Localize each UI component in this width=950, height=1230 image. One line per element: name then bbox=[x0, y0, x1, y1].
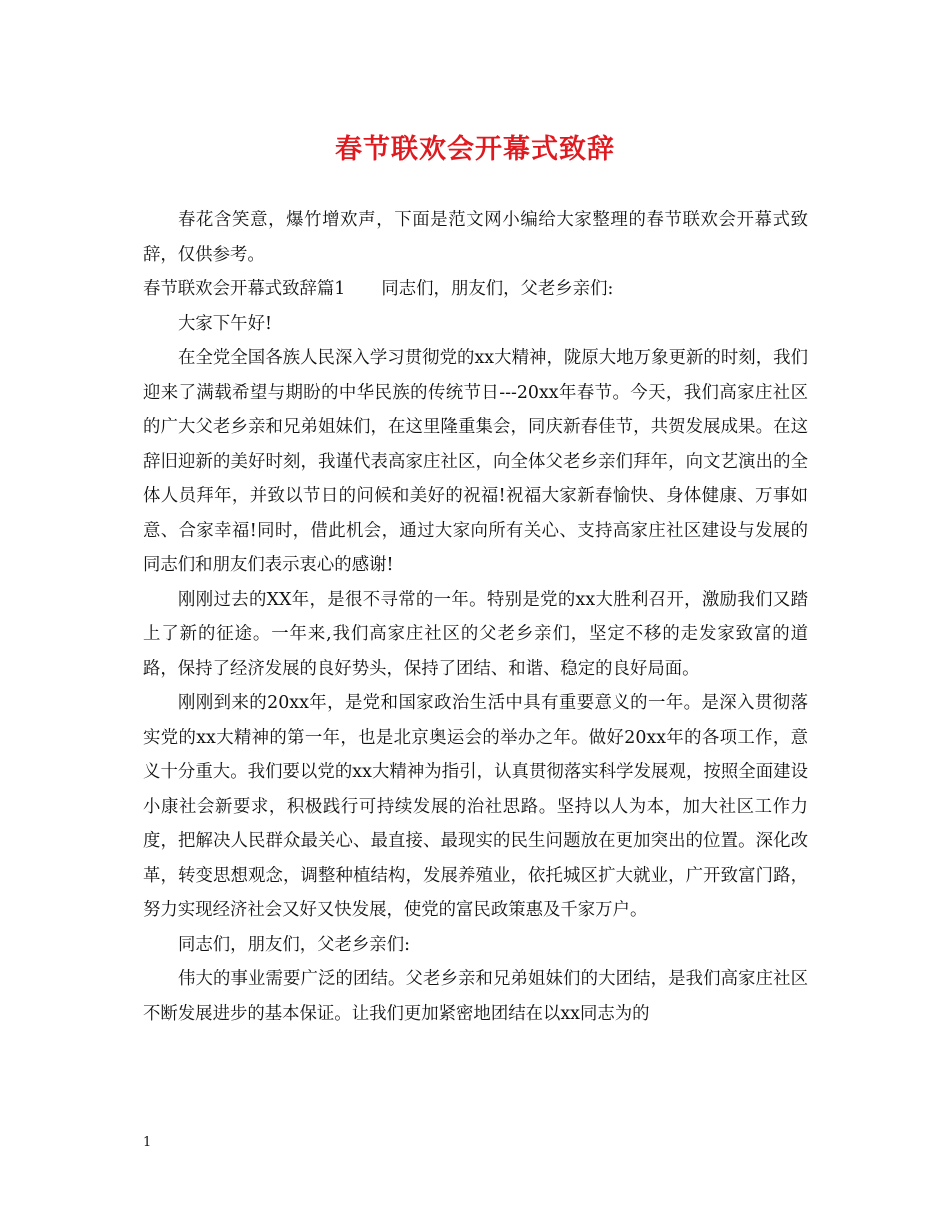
section-heading-line bbox=[143, 272, 808, 307]
body-paragraph-4: 伟大的事业需要广泛的团结。父老乡亲和兄弟姐妹们的大团结，是我们高家庄社区不断发展进步的基本保证。让我们更加紧密地团结在以xx同志为的 bbox=[143, 969, 808, 1024]
document-body bbox=[143, 203, 808, 1031]
body-paragraph-1: 在全党全国各族人民深入学习贯彻党的xx大精神，陇原大地万象更新的时刻，我们迎来了满载希望与期盼的中华民族的传统节日---20xx年春节。今天，我们高家庄社区的广大父老乡亲和兄弟姐妹们，在这里隆重集会，同庆新春佳节，共贺发展成果。在这辞旧迎新的美好时刻，我谨代表高家庄社区，向全体父老乡亲们拜年，向文艺演出的全体人员拜年，并致以节日的问候和美好的祝福!祝福大家新春愉快、身体健康、万事如意、合家幸福!同时，借此机会，通过大家向所有关心、支持高家庄社区建设与发展的同志们和朋友们表示衷心的感谢! bbox=[143, 348, 808, 575]
greeting-paragraph: 大家下午好! bbox=[178, 313, 272, 334]
salutation-paragraph: 同志们，朋友们，父老乡亲们: bbox=[178, 934, 410, 955]
body-paragraph-3: 刚刚到来的20xx年，是党和国家政治生活中具有重要意义的一年。是深入贯彻落实党的xx大精神的第一年，也是北京奥运会的举办之年。做好20xx年的各项工作，意义十分重大。我们要以党的xx大精神为指引，认真贯彻落实科学发展观，按照全面建设小康社会新要求，积极践行可持续发展的治社思路。坚持以人为本，加大社区工作力度，把解决人民群众最关心、最直接、最现实的民生问题放在更加突出的位置。深化改革，转变思想观念，调整种植结构，发展养殖业，依托城区扩大就业，广开致富门路，努力实现经济社会又好又快发展，使党的富民政策惠及千家万户。 bbox=[143, 693, 808, 920]
intro-paragraph: 春花含笑意，爆竹增欢声，下面是范文网小编给大家整理的春节联欢会开幕式致辞，仅供参考。 bbox=[143, 210, 808, 265]
body-paragraph-2: 刚刚过去的XX年，是很不寻常的一年。特别是党的xx大胜利召开，激励我们又踏上了新的征途。一年来,我们高家庄社区的父老乡亲们，坚定不移的走发家致富的道路，保持了经济发展的良好势头，保持了团结、和谐、稳定的良好局面。 bbox=[143, 589, 808, 679]
document-title: 春节联欢会开幕式致辞 bbox=[335, 134, 615, 165]
section-heading: 春节联欢会开幕式致辞篇1 bbox=[143, 279, 346, 299]
salutation-inline: 同志们，朋友们，父老乡亲们: bbox=[381, 279, 614, 299]
page-number: 1 bbox=[143, 1135, 152, 1150]
